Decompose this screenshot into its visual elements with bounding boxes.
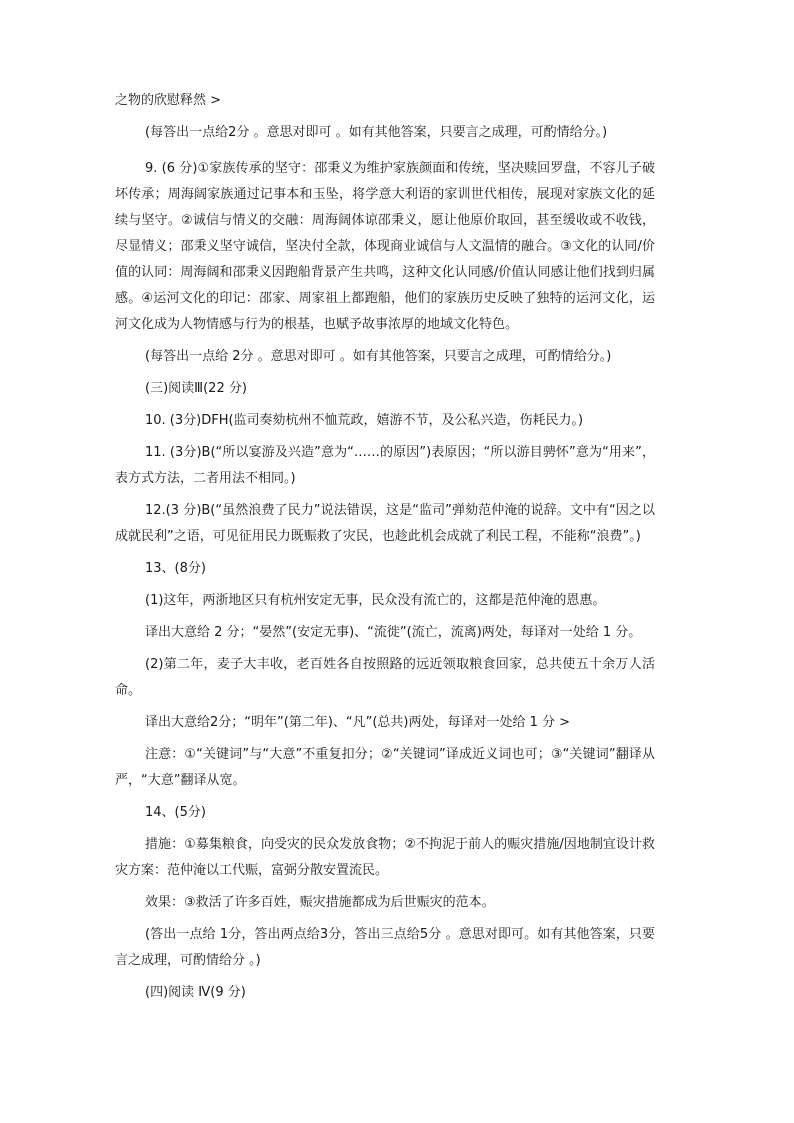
answer-14-measures: 措施：①募集粮食，向受灾的民众发放食物；②不拘泥于前人的赈灾措施/因地制宜设计救灾方案：范仲淹以工代赈，富弼分散安置流民。 bbox=[115, 837, 655, 878]
answer-13-2: (2)第二年，麦子大丰收，老百姓各自按照路的远近领取粮食回家，总共使五十余万人活命。 bbox=[115, 657, 655, 698]
section-heading: (四)阅读 Ⅳ(9 分) bbox=[145, 985, 246, 1000]
scoring-note: 译出大意给 2 分；“晏然”(安定无事)、“流徙”(流亡，流离)两处，每译对一处给 1 分。 bbox=[145, 625, 642, 640]
answer-9: 9. (6 分)①家族传承的坚守：邵秉义为维护家族颜面和传统，坚决赎回罗盘，不容儿子破坏传承；周海阔家族通过记事本和玉坠，将学意大利语的家训世代相传，展现对家族文化的延续与坚守。②诚信与情义的交融：周海阔体谅邵秉义，愿让他原价取回，甚至缓收或不收钱，尽显情义；邵秉义坚守诚信，坚决付全款，体现商业诚信与人文温情的融合。③文化的认同/价值的认同：周海阔和邵秉义因跑船背景产生共鸣，这种文化认同感/价值认同感让他们找到归属感。④运河文化的印记：邵家、周家祖上都跑船，他们的家族历史反映了独特的运河文化，运河文化成为人物情感与行为的根基，也赋予故事浓厚的地域文化特色。 bbox=[115, 161, 655, 332]
text-line: 之物的欣慰释然 > bbox=[115, 93, 222, 108]
answer-10: 10. (3分)DFH(监司奏劾杭州不恤荒政，嬉游不节，及公私兴造，伤耗民力。) bbox=[145, 413, 584, 428]
scoring-note: (每答出一点给 2分 。意思对即可 。如有其他答案，只要言之成理，可酌情给分。) bbox=[145, 349, 612, 364]
answer-11: 11. (3分)B(“所以宴游及兴造”意为“……的原因”)表原因；“所以游目骋怀”意为“用来”，表方式方法，二者用法不相同。) bbox=[115, 445, 655, 486]
answer-12: 12.(3 分)B(“虽然浪费了民力”说法错误，这是“监司”弹劾范仲淹的说辞。文中有“因之以成就民利”之语，可见征用民力既赈救了灾民，也趁此机会成就了利民工程，不能称“浪费”。) bbox=[115, 503, 655, 544]
answer-key-body bbox=[115, 88, 655, 1006]
answer-13-1: (1)这年，两浙地区只有杭州安定无事，民众没有流亡的，这都是范仲淹的恩惠。 bbox=[145, 593, 606, 608]
answer-14-effects: 效果：③救活了许多百姓，赈灾措施都成为后世赈灾的范本。 bbox=[145, 895, 495, 910]
question-14-heading: 14、(5分) bbox=[145, 805, 206, 820]
section-heading: (三)阅读Ⅲ(22 分) bbox=[145, 381, 247, 396]
scoring-note: (每答出一点给2分 。意思对即可 。如有其他答案，只要言之成理，可酌情给分。) bbox=[145, 125, 608, 140]
scoring-note: 译出大意给2分；“明年”(第二年)、“凡”(总共)两处，每译对一处给 1 分 > bbox=[145, 715, 571, 730]
scoring-note: (答出一点给 1分，答出两点给3分，答出三点给5分 。意思对即可。如有其他答案，只要言之成理，可酌情给分 。) bbox=[115, 927, 655, 968]
attention-note: 注意：①“关键词”与“大意”不重复扣分；②“关键词”译成近义词也可；③“关键词”翻译从严，“大意”翻译从宽。 bbox=[115, 747, 655, 788]
question-13-heading: 13、(8分) bbox=[145, 561, 206, 576]
